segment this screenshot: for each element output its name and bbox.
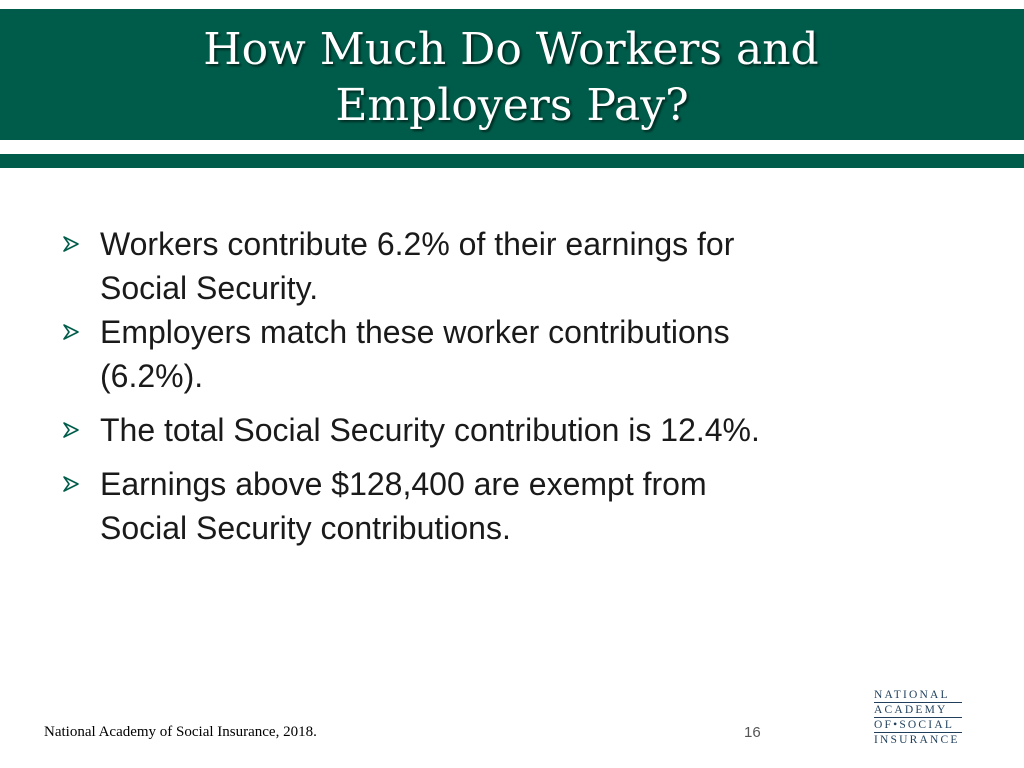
page-number: 16 bbox=[744, 724, 761, 741]
slide-title-line2: Employers Pay? bbox=[335, 80, 689, 131]
top-strip bbox=[0, 0, 1024, 9]
bullet-text-line: Employers match these worker contributions bbox=[100, 314, 730, 350]
logo-line: NATIONAL bbox=[874, 689, 950, 701]
bullet-text-line: Social Security. bbox=[100, 270, 319, 306]
logo-line: INSURANCE bbox=[874, 734, 960, 746]
nasi-logo bbox=[874, 688, 966, 747]
bullet-text-line: The total Social Security contribution is 12.4%. bbox=[100, 412, 760, 448]
logo-line: OF•SOCIAL bbox=[874, 719, 955, 731]
arrow-bullet-icon bbox=[62, 235, 80, 253]
bullet-item bbox=[62, 310, 962, 398]
bullet-text-line: Workers contribute 6.2% of their earnings for bbox=[100, 226, 735, 262]
bullet-item bbox=[62, 222, 962, 310]
arrow-bullet-icon bbox=[62, 323, 80, 341]
slide-title bbox=[0, 22, 1024, 134]
bullet-text-line: (6.2%). bbox=[100, 358, 204, 394]
bullet-text-line: Social Security contributions. bbox=[100, 510, 511, 546]
bullet-text-line: Earnings above $128,400 are exempt from bbox=[100, 466, 707, 502]
title-divider-white bbox=[0, 140, 1024, 154]
arrow-bullet-icon bbox=[62, 421, 80, 439]
bullet-item bbox=[62, 462, 962, 550]
bullet-list bbox=[62, 222, 962, 550]
bullet-item bbox=[62, 408, 962, 452]
title-divider-green bbox=[0, 154, 1024, 168]
arrow-bullet-icon bbox=[62, 475, 80, 493]
slide-title-line1: How Much Do Workers and bbox=[203, 24, 819, 75]
footer-source: National Academy of Social Insurance, 2018. bbox=[44, 724, 317, 740]
logo-line: ACADEMY bbox=[874, 704, 948, 716]
